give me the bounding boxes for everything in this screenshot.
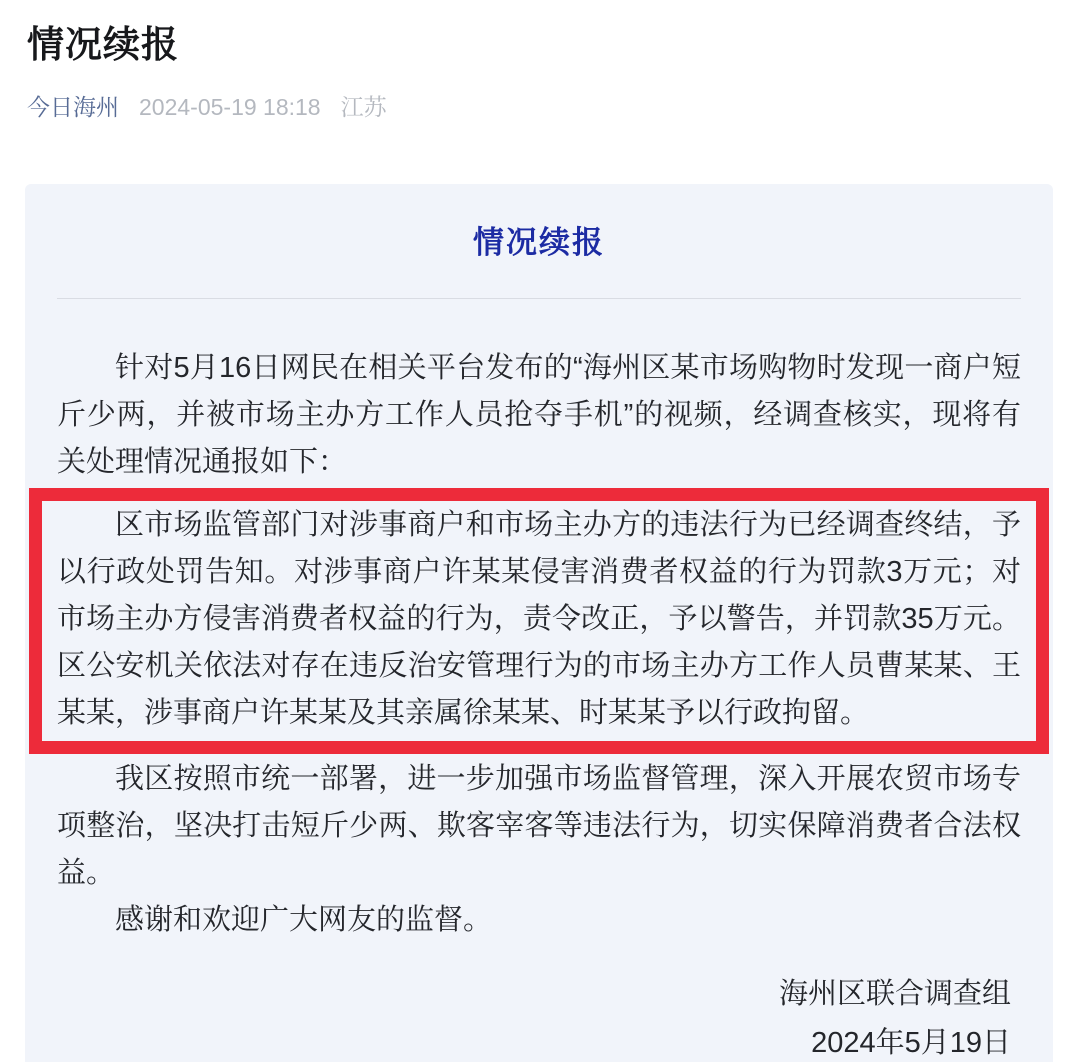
notice-paragraph-thanks: 感谢和欢迎广大网友的监督。: [115, 904, 493, 936]
publish-datetime: 2024-05-19 18:18: [139, 94, 321, 120]
notice-paragraph-penalty: 区市场监管部门对涉事商户和市场主办方的违法行为已经调查终结，予以行政处罚告知。对涉事商户许某某侵害消费者权益的行为罚款3万元；对市场主办方侵害消费者权益的行为，责令改正，予以警告，并罚款35万元。区公安机关依法对存在违反治安管理行为的市场主办方工作人员曹某某、王某某，涉事商户许某某及其亲属徐某某、时某某予以行政拘留。: [57, 509, 1021, 729]
publish-location: 江苏: [340, 94, 387, 120]
notice-title: 情况续报: [473, 225, 605, 260]
article-meta: [0, 92, 1080, 122]
signature-block: [57, 970, 1021, 1062]
red-highlight-box: [29, 488, 1049, 754]
notice-body: [57, 345, 1021, 1062]
account-name-link[interactable]: 今日海州: [27, 94, 119, 120]
notice-paragraph-intro: 针对5月16日网民在相关平台发布的“海州区某市场购物时发现一商户短斤少两，并被市场主办方工作人员抢夺手机”的视频，经调查核实，现将有关处理情况通报如下：: [57, 352, 1021, 478]
page-title: 情况续报: [27, 24, 179, 65]
notice-card: [25, 184, 1053, 1062]
signature-date: 2024年5月19日: [811, 1027, 1011, 1059]
title-divider: [57, 298, 1021, 299]
notice-paragraph-measures: 我区按照市统一部署，进一步加强市场监督管理，深入开展农贸市场专项整治，坚决打击短斤少两、欺客宰客等违法行为，切实保障消费者合法权益。: [57, 763, 1021, 889]
signature-org: 海州区联合调查组: [778, 978, 1011, 1010]
